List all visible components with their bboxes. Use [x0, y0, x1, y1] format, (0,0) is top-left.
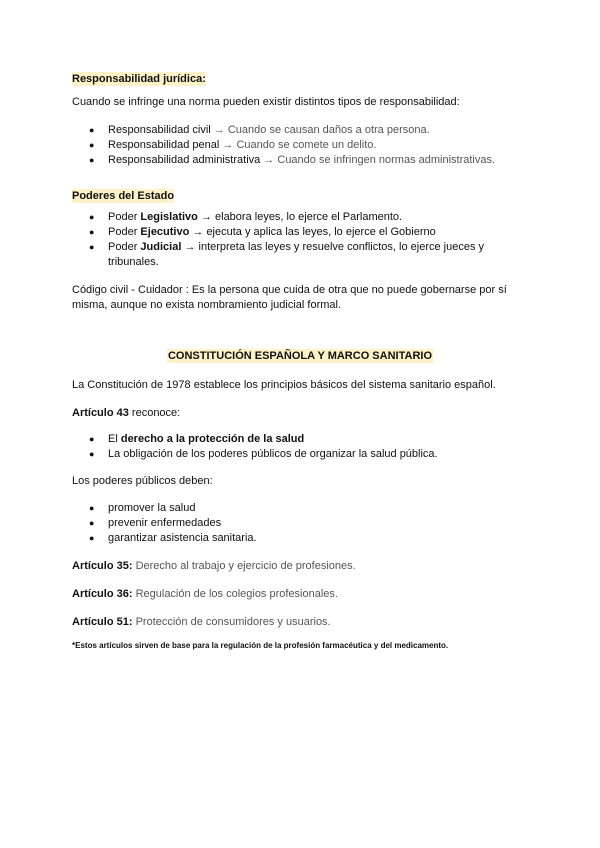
section-responsabilidad	[72, 72, 540, 168]
constitucion-intro: La Constitución de 1978 establece los principios básicos del sistema sanitario español.	[72, 379, 496, 391]
list-item: ● Responsabilidad penal → Cuando se comete un delito.	[89, 139, 377, 151]
list-item: ● Poder Legislativo → elabora leyes, lo ejerce el Parlamento.	[89, 211, 403, 223]
bullet-icon: ●	[89, 518, 95, 528]
bullet-icon: ●	[89, 212, 95, 222]
articulo-51: Artículo 51: Protección de consumidores y usuarios.	[72, 616, 331, 628]
articulo-36: Artículo 36: Regulación de los colegios profesionales.	[72, 588, 338, 600]
list-item: ● Poder Judicial → interpreta las leyes y resuelve conflictos, lo ejerce jueces y tribunales.	[89, 241, 485, 268]
resp-list	[72, 123, 540, 168]
list-item: ● Responsabilidad administrativa → Cuando se infringen normas administrativas.	[89, 154, 496, 166]
codigo-civil-text: Código civil - Cuidador : Es la persona que cuida de otra que no puede gobernarse por sí misma, aunque no exista nombramiento judicial formal.	[72, 284, 507, 311]
bullet-icon: ●	[89, 449, 95, 459]
articulo-35: Artículo 35: Derecho al trabajo y ejercicio de profesiones.	[72, 560, 356, 572]
list-item: ● Responsabilidad civil → Cuando se causan daños a otra persona.	[89, 124, 430, 136]
bullet-icon: ●	[89, 125, 95, 135]
bullet-icon: ●	[89, 155, 95, 165]
list-item: ● promover la salud	[89, 502, 196, 514]
list-item: ● El derecho a la protección de la salud	[89, 433, 305, 445]
bullet-icon: ●	[89, 227, 95, 237]
section-title-constitucion: CONSTITUCIÓN ESPAÑOLA Y MARCO SANITARIO	[167, 350, 432, 362]
section-title-responsabilidad: Responsabilidad jurídica:	[72, 73, 206, 85]
bullet-icon: ●	[89, 434, 95, 444]
bullet-icon: ●	[89, 503, 95, 513]
bullet-icon: ●	[89, 140, 95, 150]
deben-list	[72, 501, 540, 546]
list-item: ● Poder Ejecutivo → ejecuta y aplica las leyes, lo ejerce el Gobierno	[89, 226, 436, 238]
list-item: ● La obligación de los poderes públicos de organizar la salud pública.	[89, 448, 438, 460]
bullet-icon: ●	[89, 242, 95, 252]
deben-heading: Los poderes públicos deben:	[72, 475, 213, 487]
resp-intro: Cuando se infringe una norma pueden existir distintos tipos de responsabilidad:	[72, 96, 460, 108]
list-item: ● garantizar asistencia sanitaria.	[89, 532, 257, 544]
section-title-poderes: Poderes del Estado	[72, 190, 175, 202]
section-poderes	[72, 189, 540, 313]
list-item: ● prevenir enfermedades	[89, 517, 222, 529]
art43-list	[72, 432, 540, 462]
section-constitucion	[72, 378, 540, 653]
footnote: *Estos artículos sirven de base para la regulación de la profesión farmacéutica y del medicamento.	[72, 641, 449, 650]
bullet-icon: ●	[89, 533, 95, 543]
art43-heading: Artículo 43 reconoce:	[72, 407, 181, 419]
poderes-list	[72, 210, 540, 270]
